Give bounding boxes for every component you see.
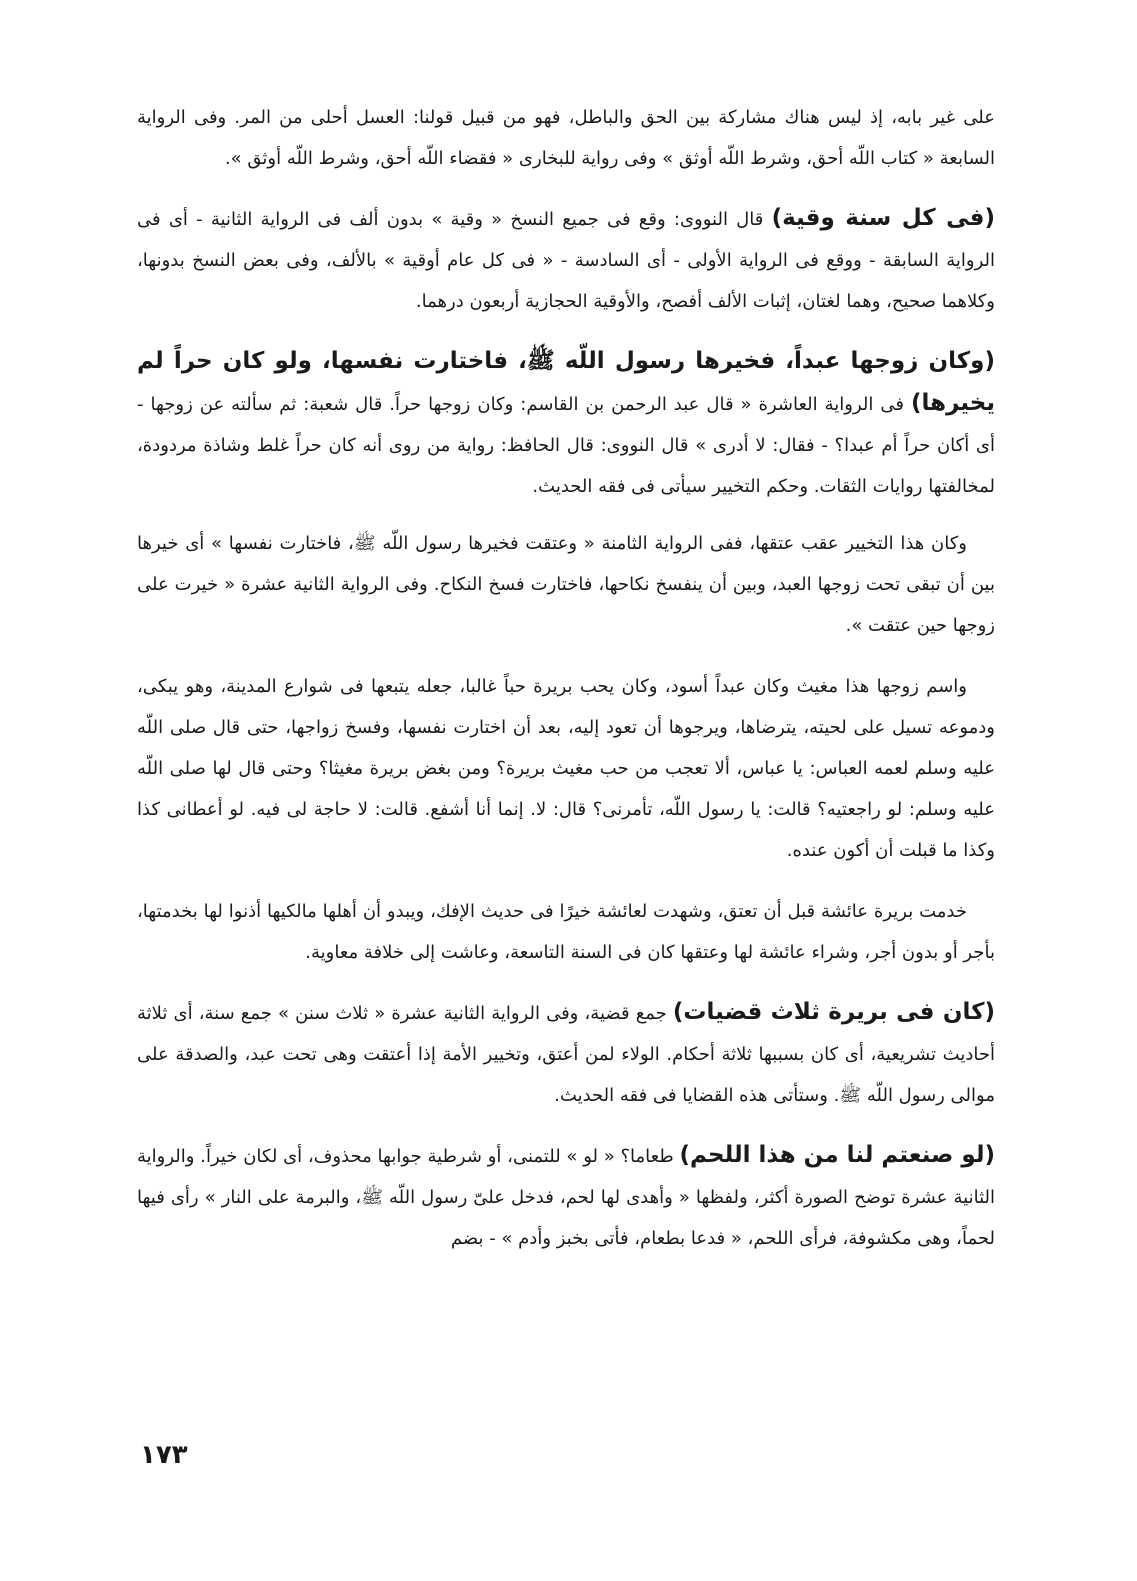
page-number: ١٧٣ xyxy=(140,1440,188,1470)
paragraph-text: واسم زوجها هذا مغيث وكان عبداً أسود، وكان يحب بريرة حباً غالبا، جعله يتبعها فى شوارع المدينة، وهو يبكى، ودموعه تسيل على لحيته، يترضاها، ويرجوها أن تعود إليه، بعد أن اختارت نفسها، وفسخ زواجها، حتى قال صلى اللّه عليه وسلم لعمه العباس: يا عباس، ألا تعجب من حب مغيث بريرة؟ ومن بغض بريرة مغيثا؟ وحتى قال لها صلى اللّه عليه وسلم: لو راجعتيه؟ قالت: يا رسول اللّه، تأمرنى؟ قال: لا. إنما أنا أشفع. قالت: لا حاجة لى فيه. لو أعطانى كذا وكذا ما قبلت أن أكون عنده. xyxy=(137,676,995,861)
paragraph-1 xyxy=(137,96,995,179)
paragraph-7 xyxy=(137,992,995,1116)
paragraph-3 xyxy=(137,341,995,507)
paragraph-text: على غير بابه، إذ ليس هناك مشاركة بين الحق والباطل، فهو من قبيل قولنا: العسل أحلى من المر. وفى الرواية السابعة « كتاب اللّه أحق، وشرط اللّه أوثق » وفى رواية للبخارى « فقضاء اللّه أحق، وشرط اللّه أوثق ». xyxy=(137,107,995,169)
paragraph-text: فى الرواية العاشرة « قال عبد الرحمن بن القاسم: وكان زوجها حراً. قال شعبة: ثم سألته عن زوجها - أى أكان حراً أم عبدا؟ - فقال: لا أدرى » قال النووى: قال الحافظ: رواية من روى أنه كان حراً غلط وشاذة مردودة، لمخالفتها روايات الثقات. وحكم التخيير سيأتى فى فقه الحديث. xyxy=(137,394,995,497)
page-body xyxy=(137,96,995,1278)
paragraph-text: طعاما؟ « لو » للتمنى، أو شرطية جوابها محذوف، أى لكان خيراً. والرواية الثانية عشرة توضح الصورة أكثر، ولفظها « وأهدى لها لحم، فدخل علىّ رسول اللّه ﷺ، والبرمة على النار » رأى فيها لحماً، وهى مكشوفة، فرأى اللحم، « فدعا بطعام، فأتى بخبز وأدم » - بضم xyxy=(137,1146,995,1249)
paragraph-text: قال النووى: وقع فى جميع النسخ « وقية » بدون ألف فى الرواية الثانية - أى فى الرواية السابقة - ووقع فى الرواية الأولى - أى السادسة - « فى كل عام أوقية » بالألف، وفى بعض النسخ بدونها، وكلاهما صحيح، وهما لغتان، إثبات الألف أفصح، والأوقية الحجازية أربعون درهما. xyxy=(137,209,995,312)
paragraph-text: خدمت بريرة عائشة قبل أن تعتق، وشهدت لعائشة خيرًا فى حديث الإفك، ويبدو أن أهلها مالكيها أذنوا لها بخدمتها، بأجر أو بدون أجر، وشراء عائشة لها وعتقها كان فى السنة التاسعة، وعاشت إلى خلافة معاوية. xyxy=(137,901,995,963)
paragraph-heading: (فى كل سنة وقية) xyxy=(771,205,995,231)
paragraph-6 xyxy=(137,890,995,973)
paragraph-2 xyxy=(137,198,995,322)
paragraph-5 xyxy=(137,665,995,871)
paragraph-heading: (وكان زوجها عبداً، فخيرها رسول اللّه ﷺ، فاختارت نفسها، ولو كان حراً لم يخيرها) xyxy=(137,348,995,416)
paragraph-heading: (كان فى بريرة ثلاث قضيات) xyxy=(672,999,995,1025)
paragraph-8 xyxy=(137,1135,995,1259)
paragraph-4 xyxy=(137,522,995,646)
paragraph-heading: (لو صنعتم لنا من هذا اللحم) xyxy=(679,1142,996,1168)
paragraph-text: جمع قضية، وفى الرواية الثانية عشرة « ثلاث سنن » جمع سنة، أى ثلاثة أحاديث تشريعية، أى كان بسببها ثلاثة أحكام. الولاء لمن أعتق، وتخيير الأمة إذا أعتقت وهى تحت عبد، والصدقة على موالى رسول اللّه ﷺ. وستأتى هذه القضايا فى فقه الحديث. xyxy=(137,1003,995,1106)
paragraph-text: وكان هذا التخيير عقب عتقها، ففى الرواية الثامنة « وعتقت فخيرها رسول اللّه ﷺ، فاختارت نفسها » أى خيرها بين أن تبقى تحت زوجها العبد، وبين أن ينفسخ نكاحها، فاختارت فسخ النكاح. وفى الرواية الثانية عشرة « خيرت على زوجها حين عتقت ». xyxy=(137,533,995,636)
